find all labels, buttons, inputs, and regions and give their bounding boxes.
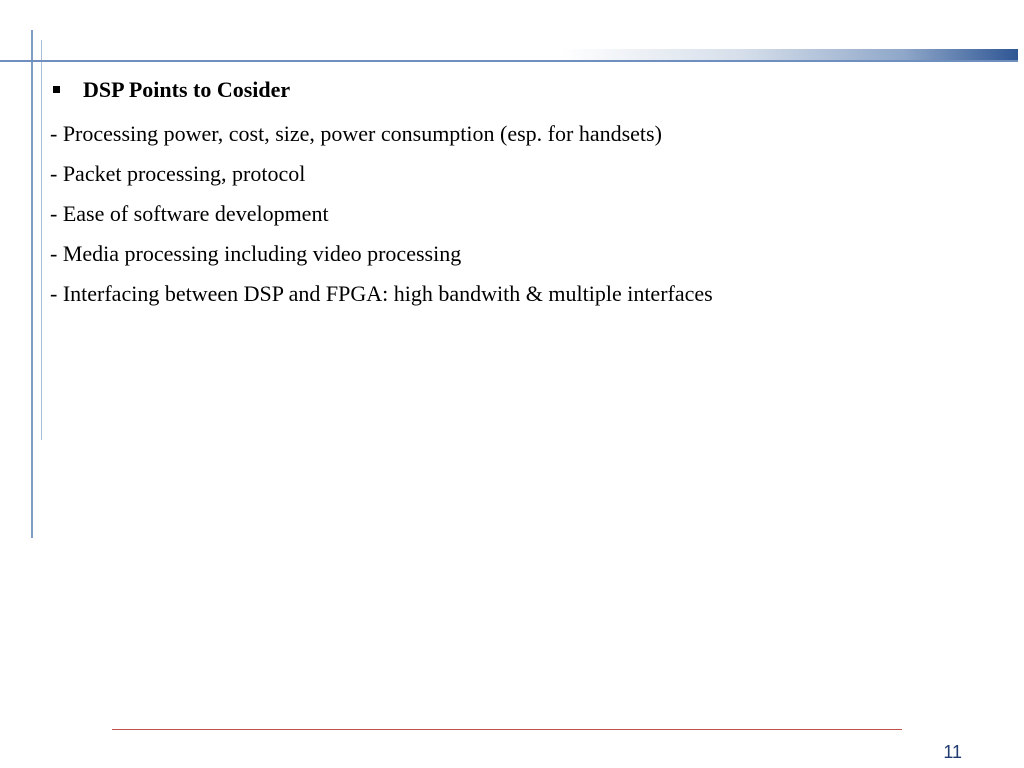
bullet-line-packet-processing: - Packet processing, protocol [50, 161, 306, 186]
footer-rule [112, 729, 902, 730]
square-bullet-icon [53, 86, 60, 93]
slide-heading: DSP Points to Cosider [83, 77, 291, 102]
inner-vertical-rule [41, 40, 42, 440]
page-number: 11 [943, 742, 962, 762]
slide-content [50, 74, 1000, 314]
bullet-line-interfacing: - Interfacing between DSP and FPGA: high bandwith & multiple interfaces [50, 281, 713, 306]
left-vertical-rule [31, 30, 33, 538]
bullet-line-software-development: - Ease of software development [50, 201, 329, 226]
header-horizontal-rule [0, 60, 1018, 62]
bullet-line-processing-power: - Processing power, cost, size, power consumption (esp. for handsets) [50, 121, 662, 146]
bullet-line-media-processing: - Media processing including video processing [50, 241, 462, 266]
slide-heading-row [50, 74, 1000, 106]
